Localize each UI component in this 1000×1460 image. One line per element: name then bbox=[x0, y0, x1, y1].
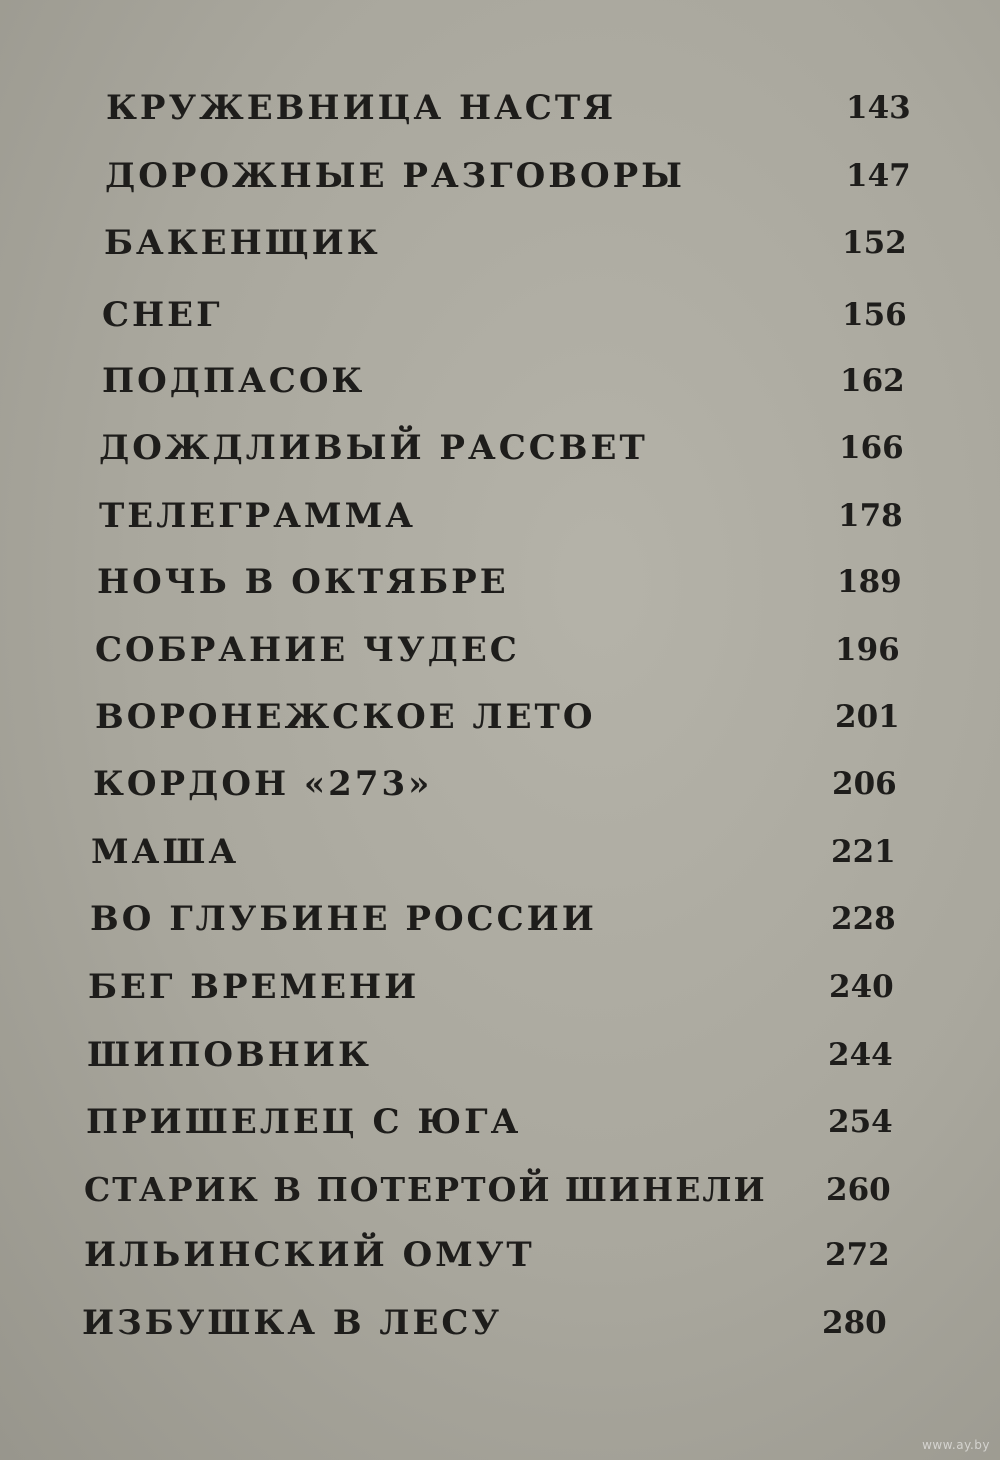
toc-entry-title: ШИПОВНИК bbox=[87, 1035, 372, 1075]
toc-entry-page: 147 bbox=[846, 158, 911, 194]
toc-entry-title: МАША bbox=[91, 832, 240, 872]
toc-entry-page: 162 bbox=[840, 363, 905, 399]
toc-entry-title: ВОРОНЕЖСКОЕ ЛЕТО bbox=[95, 697, 596, 737]
toc-entry-page: 221 bbox=[831, 834, 896, 870]
toc-entry-page: 196 bbox=[835, 632, 900, 668]
toc-entry-page: 143 bbox=[846, 90, 911, 126]
toc-entry-title: СНЕГ bbox=[102, 295, 223, 335]
watermark: www.ay.by bbox=[922, 1438, 990, 1452]
toc-entry bbox=[97, 557, 902, 607]
toc-entry-title: СТАРИК В ПОТЕРТОЙ ШИНЕЛИ bbox=[84, 1170, 767, 1209]
toc-entry bbox=[106, 83, 911, 133]
toc-entry bbox=[91, 827, 896, 877]
toc-entry bbox=[95, 692, 900, 742]
toc-entry-title: ИЛЬИНСКИЙ ОМУТ bbox=[84, 1235, 535, 1275]
toc-entry bbox=[90, 894, 896, 944]
toc-entry-page: 272 bbox=[825, 1237, 890, 1273]
toc-entry-page: 244 bbox=[828, 1037, 893, 1073]
toc-entry bbox=[86, 1097, 893, 1147]
toc-entry bbox=[82, 1298, 887, 1348]
toc-entry-page: 206 bbox=[832, 766, 897, 802]
toc-entry bbox=[95, 625, 900, 675]
toc-entry-page: 201 bbox=[835, 699, 900, 735]
toc-entry-title: БЕГ ВРЕМЕНИ bbox=[88, 967, 420, 1007]
toc-entry-page: 240 bbox=[829, 969, 894, 1005]
toc-entry-title: ПРИШЕЛЕЦ С ЮГА bbox=[86, 1102, 522, 1142]
toc-entry-title: БАКЕНЩИК bbox=[104, 223, 381, 263]
toc-entry-title: НОЧЬ В ОКТЯБРЕ bbox=[97, 562, 509, 602]
toc-entry-title: ВО ГЛУБИНЕ РОССИИ bbox=[90, 899, 597, 939]
toc-entry-title: ТЕЛЕГРАММА bbox=[99, 496, 416, 536]
toc-entry-page: 260 bbox=[826, 1172, 891, 1208]
toc-entry bbox=[99, 423, 904, 473]
toc-entry bbox=[105, 151, 911, 201]
toc-entry-title: ПОДПАСОК bbox=[102, 361, 366, 401]
toc-entry bbox=[93, 759, 897, 809]
toc-entry bbox=[84, 1230, 890, 1280]
toc-entry-page: 166 bbox=[839, 430, 904, 466]
toc-entry bbox=[87, 1030, 893, 1080]
toc-entry-page: 228 bbox=[831, 901, 896, 937]
toc-entry-page: 156 bbox=[842, 297, 907, 333]
toc-entry-page: 178 bbox=[838, 498, 903, 534]
toc-entry-title: СОБРАНИЕ ЧУДЕС bbox=[95, 630, 520, 670]
toc-entry-title: ДОРОЖНЫЕ РАЗГОВОРЫ bbox=[105, 156, 686, 196]
toc-entry-title: КОРДОН «273» bbox=[93, 764, 433, 804]
toc-entry-page: 254 bbox=[828, 1104, 893, 1140]
toc-entry bbox=[104, 218, 907, 268]
toc-entry-page: 280 bbox=[822, 1305, 887, 1341]
toc-entry-title: КРУЖЕВНИЦА НАСТЯ bbox=[106, 88, 617, 128]
toc-entry bbox=[102, 290, 907, 340]
toc-entry-page: 152 bbox=[842, 225, 907, 261]
toc-entry-title: ИЗБУШКА В ЛЕСУ bbox=[82, 1303, 503, 1343]
toc-entry bbox=[88, 962, 894, 1012]
toc-entry bbox=[102, 356, 905, 406]
toc-entry-page: 189 bbox=[837, 564, 902, 600]
toc-entry bbox=[84, 1165, 891, 1215]
toc-entry bbox=[99, 491, 903, 541]
toc-entry-title: ДОЖДЛИВЫЙ РАССВЕТ bbox=[99, 428, 648, 468]
